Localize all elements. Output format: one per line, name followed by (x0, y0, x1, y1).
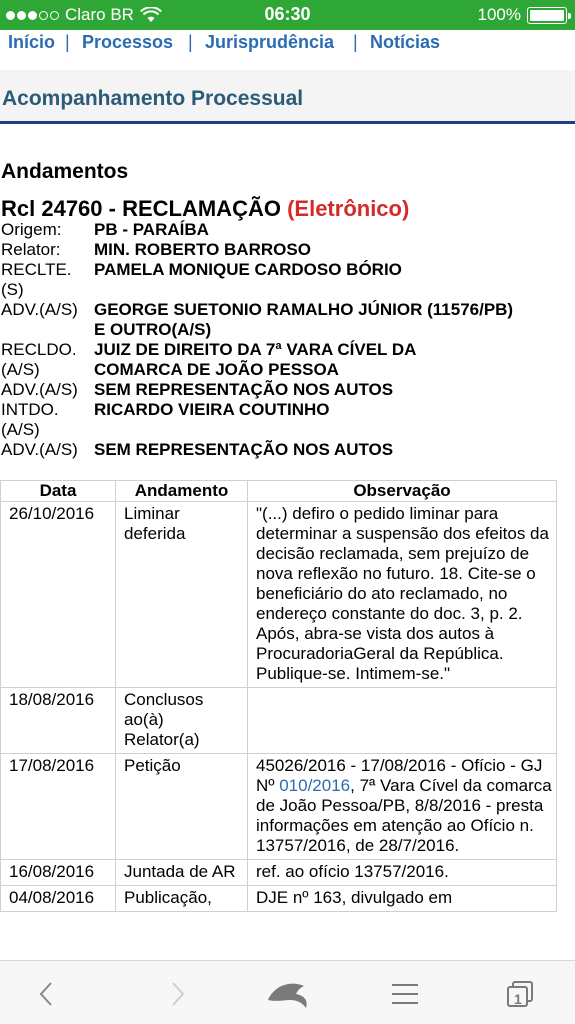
cell-date: 16/08/2016 (1, 860, 116, 886)
cell-observation: ref. ao ofício 13757/2016. (248, 860, 557, 886)
status-bar (0, 0, 575, 30)
cell-step: Juntada de AR (116, 860, 248, 886)
nav-separator: | (188, 32, 193, 52)
observation-text: , 7ª Vara Cível da comarca de João Pessoa/PB, 8/8/2016 - presta informações em atenção ao Ofício n. 13757/2016, de 28/7/2016. (256, 776, 552, 855)
party-value: PAMELA MONIQUE CARDOSO BÓRIO (94, 260, 402, 279)
carrier-label: Claro BR (65, 5, 134, 24)
cell-step: Conclusos ao(à) Relator(a) (116, 688, 248, 754)
cell-step: Liminar deferida (116, 502, 248, 688)
party-label: ADV.(A/S) (1, 380, 78, 399)
case-number: Rcl 24760 - RECLAMAÇÃO (1, 196, 281, 221)
case-title (1, 196, 409, 222)
andamentos-table (0, 480, 557, 912)
party-label: INTDO. (A/S) (1, 400, 59, 439)
table-row (1, 502, 557, 688)
table-row (1, 754, 557, 860)
top-nav (0, 30, 575, 70)
case-electronic-tag: (Eletrônico) (287, 196, 410, 221)
nav-separator: | (65, 32, 70, 52)
section-title: Andamentos (1, 160, 129, 183)
cell-observation: "(...) defiro o pedido liminar para determinar a suspensão dos efeitos da decisão reclamada, sem prejuízo de nova reflexão no futuro. 18. Cite-se o beneficiário do ato reclamado, no endereço constante do doc. 3, p. 2. Após, abra-se vista dos autos à ProcuradoriaGeral da República. Publique-se. Intimem-se." (248, 502, 557, 688)
dolphin-icon[interactable] (266, 977, 310, 1011)
party-row (0, 400, 575, 440)
party-label: Origem: (1, 220, 62, 239)
cell-observation (248, 688, 557, 754)
party-row (0, 300, 575, 340)
observation-text: 45026/2016 - 17/08/2016 - Ofício - GJ Nº (256, 756, 543, 795)
party-label: Relator: (1, 240, 61, 259)
status-right (478, 5, 567, 25)
cell-date: 18/08/2016 (1, 688, 116, 754)
battery-icon (527, 7, 567, 24)
cell-date: 17/08/2016 (1, 754, 116, 860)
party-row (0, 340, 575, 380)
tabs-icon[interactable] (503, 977, 537, 1011)
party-value: SEM REPRESENTAÇÃO NOS AUTOS (94, 380, 394, 399)
nav-inicio[interactable]: Início (8, 32, 56, 52)
page-title: Acompanhamento Processual (2, 87, 304, 110)
party-row (0, 220, 575, 240)
clock: 06:30 (264, 4, 311, 24)
cell-step: Publicação, (116, 886, 248, 912)
menu-icon[interactable] (388, 977, 422, 1011)
nav-jurisprudencia[interactable]: Jurisprudência (205, 32, 335, 52)
cell-observation (248, 754, 557, 860)
battery-percent: 100% (477, 5, 521, 24)
nav-separator: | (353, 32, 358, 52)
party-label: ADV.(A/S) (1, 300, 78, 319)
party-row (0, 260, 575, 300)
party-label: RECLTE. (S) (1, 260, 72, 299)
party-label: ADV.(A/S) (1, 440, 78, 459)
column-header-data: Data (1, 481, 116, 502)
column-header-observacao: Observação (248, 481, 557, 502)
party-row (0, 380, 575, 400)
cell-date: 04/08/2016 (1, 886, 116, 912)
forward-icon[interactable] (160, 977, 194, 1011)
nav-processos[interactable]: Processos (82, 32, 174, 52)
table-header-row (1, 481, 557, 502)
tab-count: 1 (514, 991, 522, 1007)
party-value: MIN. ROBERTO BARROSO (94, 240, 311, 259)
document-link[interactable]: 010/2016 (279, 776, 351, 795)
party-value: SEM REPRESENTAÇÃO NOS AUTOS (94, 440, 394, 459)
nav-noticias[interactable]: Notícias (370, 32, 441, 52)
column-header-andamento: Andamento (116, 481, 248, 502)
parties-list (0, 220, 575, 460)
cell-date: 26/10/2016 (1, 502, 116, 688)
title-divider (0, 121, 575, 124)
party-row (0, 240, 575, 260)
party-row (0, 440, 575, 460)
cell-observation: DJE nº 163, divulgado em (248, 886, 557, 912)
table-row (1, 886, 557, 912)
table-row (1, 688, 557, 754)
party-label: RECLDO. (A/S) (1, 340, 77, 379)
party-value: JUIZ DE DIREITO DA 7ª VARA CÍVEL DA COMARCA DE JOÃO PESSOA (94, 340, 416, 379)
cell-step: Petição (116, 754, 248, 860)
browser-toolbar (0, 960, 575, 1024)
party-value: GEORGE SUETONIO RAMALHO JÚNIOR (11576/PB) E OUTRO(A/S) (94, 300, 514, 339)
table-row (1, 860, 557, 886)
party-value: RICARDO VIEIRA COUTINHO (94, 400, 330, 419)
party-value: PB - PARAÍBA (94, 220, 209, 239)
back-icon[interactable] (30, 977, 64, 1011)
